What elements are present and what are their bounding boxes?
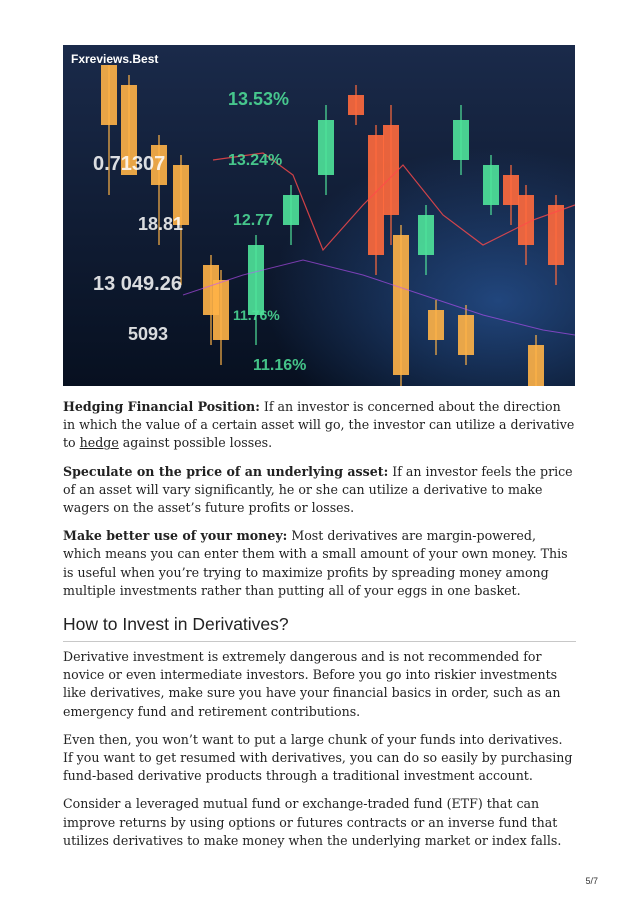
- hedge-link[interactable]: hedge: [79, 435, 119, 451]
- stock-chart-illustration: [63, 45, 575, 386]
- candle-body: [458, 315, 474, 355]
- section-heading: How to Invest in Derivatives?: [63, 614, 576, 642]
- paragraph-lead: Make better use of your money:: [63, 528, 288, 544]
- paragraph-speculate: [63, 463, 576, 518]
- candle-body: [318, 120, 334, 175]
- candle-body: [283, 195, 299, 225]
- paragraph-text: If an investor is concerned about the direction in which the value of a certain asset will go, the investor can utilize a derivative to: [63, 399, 575, 451]
- ticker-number: 13.24%: [228, 152, 283, 169]
- brand-watermark: Fxreviews.Best: [71, 52, 159, 66]
- candle-body: [248, 245, 264, 315]
- paragraph-lead: Speculate on the price of an underlying asset:: [63, 463, 389, 479]
- candle-body: [518, 195, 534, 245]
- ticker-number: 5093: [128, 324, 169, 344]
- candle-body: [418, 215, 434, 255]
- paragraph-text: against possible losses.: [118, 435, 273, 451]
- ticker-number: 18.81: [138, 214, 184, 234]
- candle-body: [368, 135, 384, 255]
- candle-body: [383, 125, 399, 215]
- section-paragraph: Derivative investment is extremely dangerous and is not recommended for novice or even intermediate investors. Before you go into riskier investments like derivatives, make sure you have your financial basics in order, such as an emergency fund and retirement contributions.: [63, 649, 561, 719]
- section-paragraph: Even then, you won’t want to put a large chunk of your funds into derivatives. If you want to get resumed with derivatives, you can do so easily by purchasing fund-based derivative products through a traditional investment account.: [63, 731, 573, 784]
- ticker-number: 11.76%: [233, 307, 280, 323]
- candle-body: [428, 310, 444, 340]
- article-content: [63, 398, 576, 860]
- candle-body: [101, 65, 117, 125]
- hero-image: [63, 45, 575, 386]
- candle-body: [483, 165, 499, 205]
- paragraph-hedging: [63, 398, 576, 453]
- candle-body: [393, 235, 409, 375]
- ticker-number: 13 049.26: [93, 273, 182, 295]
- ticker-number: 0.71307: [93, 153, 166, 175]
- ticker-number: 11.16%: [253, 357, 307, 374]
- ticker-number: 13.53%: [228, 89, 290, 109]
- candle-body: [453, 120, 469, 160]
- section-paragraph: Consider a leveraged mutual fund or exchange-traded fund (ETF) that can improve returns by using options or futures contracts or an inverse fund that utilizes derivatives to make money when the underlying market or index falls.: [63, 796, 562, 848]
- ticker-number: 12.77: [233, 212, 274, 229]
- paragraph-text: If an investor feels the price of an asset will vary significantly, he or she can utilize a derivative to make wagers on the asset’s future profits or losses.: [63, 463, 573, 516]
- paragraph-money: [63, 527, 576, 600]
- candle-body: [213, 280, 229, 340]
- candle-body: [348, 95, 364, 115]
- page-number: 5/7: [585, 876, 598, 886]
- candle-body: [528, 345, 544, 386]
- candle-body: [503, 175, 519, 205]
- paragraph-text: Most derivatives are margin-powered, which means you can enter them with a small amount of your own money. This is useful when you’re trying to maximize profits by spreading money among multiple investments rather than putting all of your eggs in one basket.: [63, 528, 568, 598]
- paragraph-lead: Hedging Financial Position:: [63, 399, 260, 414]
